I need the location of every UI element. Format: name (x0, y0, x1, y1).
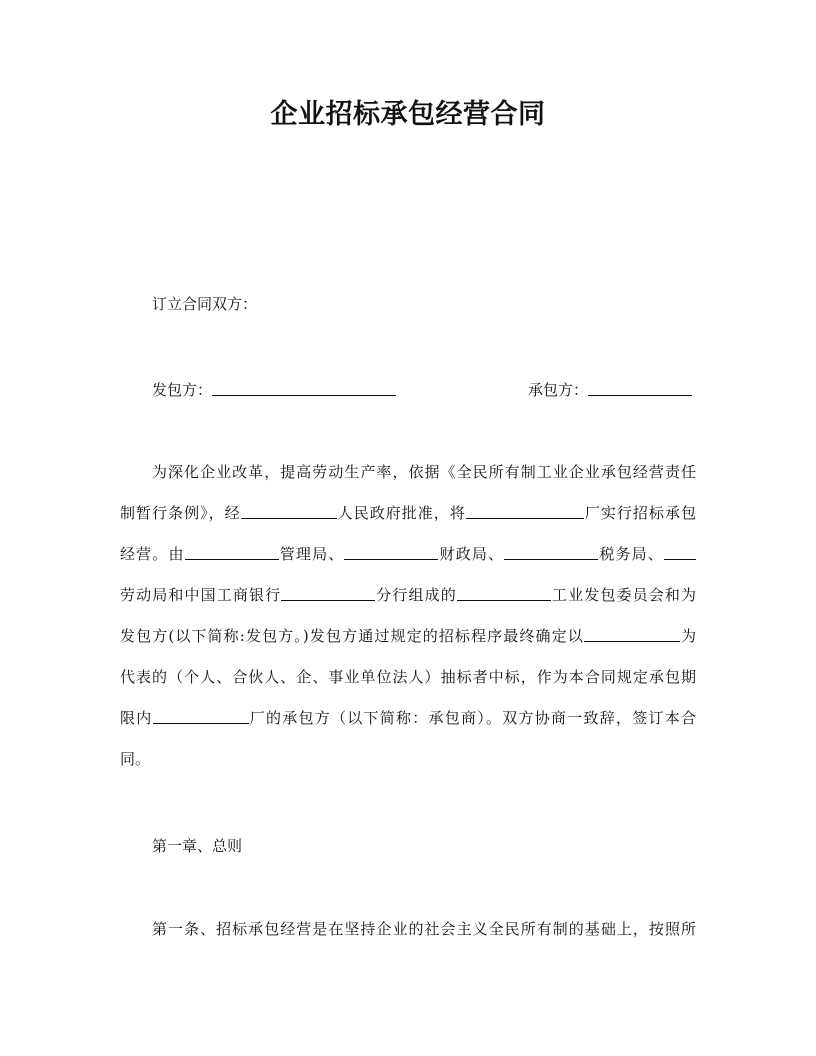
article-paragraph (120, 909, 696, 950)
issuer-label: 发包方： (152, 381, 213, 399)
issuer-blank[interactable] (212, 380, 396, 396)
contractor-label: 承包方： (528, 381, 589, 399)
chapter-heading: 第一章、总则 (152, 837, 243, 855)
preamble-paragraph (120, 452, 696, 780)
preamble-line: 限内 厂的承包方（以下简称：承包商）。双方协商一致辞，签订本合 (120, 709, 696, 727)
tax-bureau-blank[interactable] (504, 544, 598, 560)
parties-row (152, 378, 696, 402)
parties-intro: 订立合同双方： (152, 295, 258, 313)
preamble-line: 代表的（个人、合伙人、企、事业单位法人）抽标者中标，作为本合同规定承包期 (120, 668, 696, 686)
approving-government-blank[interactable] (241, 503, 337, 519)
article-line: 第一条、招标承包经营是在坚持企业的社会主义全民所有制的基础上，按照所 (152, 920, 696, 938)
winning-bidder-blank[interactable] (584, 626, 680, 642)
preamble-line: 为深化企业改革，提高劳动生产率，依据《全民所有制工业企业承包经营责任 (152, 463, 696, 481)
preamble-line: 同。 (120, 750, 151, 768)
factory-name-blank[interactable] (466, 503, 584, 519)
labor-bureau-blank[interactable] (664, 544, 696, 560)
finance-bureau-blank[interactable] (344, 544, 438, 560)
document-title: 企业招标承包经营合同 (270, 99, 546, 130)
preamble-line: 发包方(以下简称:发包方。)发包方通过规定的招标程序最终确定以 为 (120, 627, 696, 645)
administration-bureau-blank[interactable] (185, 544, 279, 560)
preamble-line: 制暂行条例》，经 人民政府批准，将 厂实行招标承包 (120, 504, 696, 522)
bank-branch-blank[interactable] (281, 585, 375, 601)
contractor-blank[interactable] (588, 380, 692, 396)
contracted-factory-blank[interactable] (153, 708, 249, 724)
preamble-line: 劳动局和中国工商银行 分行组成的 工业发包委员会和为 (120, 586, 696, 604)
committee-name-blank[interactable] (457, 585, 551, 601)
preamble-line: 经营。由 管理局、 财政局、 税务局、 (120, 534, 696, 575)
contractor-field (528, 378, 692, 402)
issuer-field (152, 378, 396, 402)
